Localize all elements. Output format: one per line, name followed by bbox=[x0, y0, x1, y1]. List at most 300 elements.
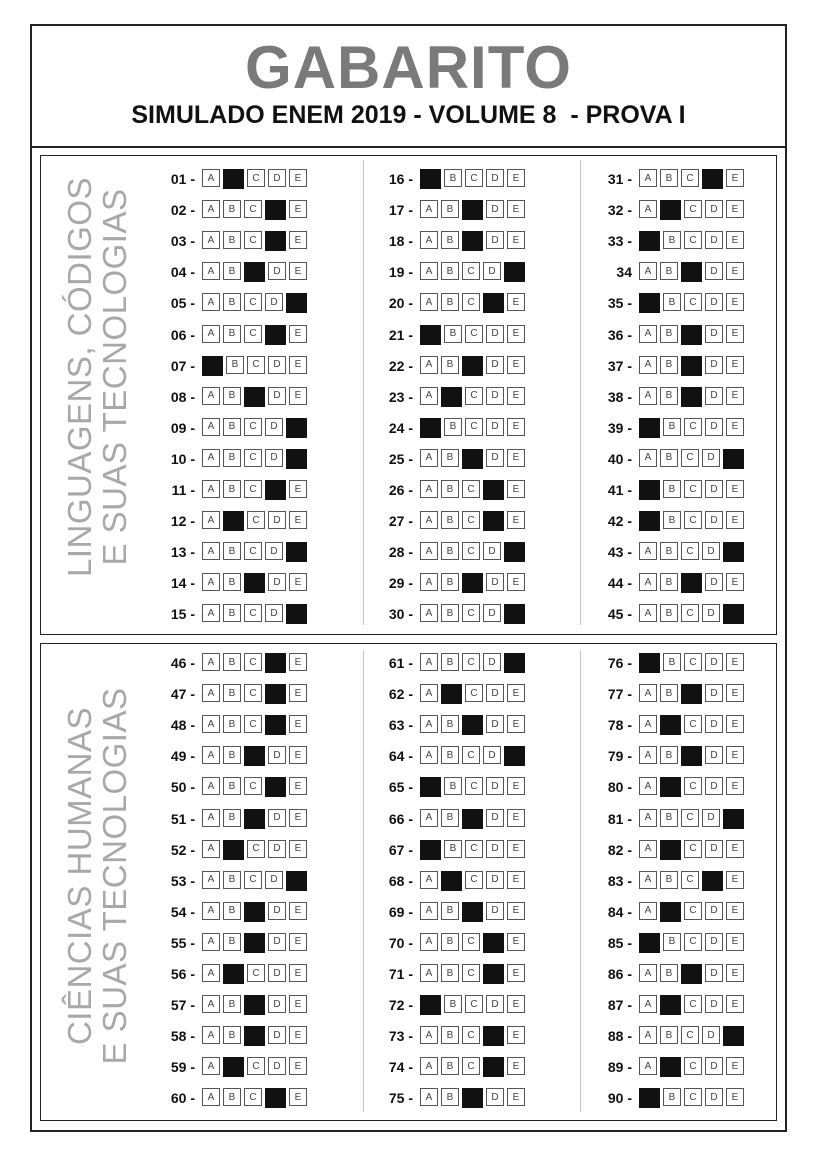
question-number: 61 - bbox=[388, 655, 413, 671]
answer-bubble: C bbox=[684, 1088, 702, 1106]
answer-bubble: A bbox=[420, 809, 438, 827]
answer-bubble: C bbox=[684, 293, 702, 311]
answer-options bbox=[639, 684, 744, 704]
answer-options bbox=[639, 1088, 744, 1108]
answer-bubble: B bbox=[441, 604, 459, 622]
question-number: 15 - bbox=[170, 606, 195, 623]
question-number: 85 - bbox=[607, 934, 632, 951]
answer-bubble: B bbox=[441, 293, 459, 311]
answer-bubble: B bbox=[441, 1088, 459, 1106]
answer-bubble: B bbox=[441, 964, 459, 982]
question-row bbox=[592, 809, 744, 829]
answer-options bbox=[202, 964, 307, 984]
answer-options bbox=[202, 293, 307, 313]
answer-options bbox=[202, 604, 307, 624]
question-row bbox=[592, 511, 744, 531]
answer-bubble: D bbox=[702, 542, 720, 560]
answer-bubble: B bbox=[660, 684, 678, 702]
question-number: 47 - bbox=[170, 686, 195, 703]
answer-bubble: D bbox=[483, 262, 501, 280]
answer-bubble-filled bbox=[420, 418, 441, 438]
answer-bubble: A bbox=[420, 964, 438, 982]
answer-bubble: C bbox=[462, 746, 480, 764]
answer-bubble-filled bbox=[420, 169, 441, 189]
answer-bubble: D bbox=[486, 777, 504, 795]
answer-bubble-filled bbox=[483, 933, 504, 953]
question-number: 80 - bbox=[607, 779, 632, 796]
answer-bubble-filled bbox=[681, 684, 702, 704]
answer-bubble: A bbox=[420, 653, 438, 671]
section-label-line: CIÊNCIAS HUMANAS bbox=[61, 706, 98, 1046]
answer-bubble-filled bbox=[286, 449, 307, 469]
answer-bubble: D bbox=[486, 902, 504, 920]
answer-bubble: B bbox=[223, 1088, 241, 1106]
answer-bubble: A bbox=[420, 231, 438, 249]
question-row bbox=[373, 200, 525, 220]
question-number: 74 - bbox=[388, 1059, 413, 1076]
answer-bubble: A bbox=[420, 293, 438, 311]
answer-bubble: E bbox=[507, 1088, 525, 1106]
question-row bbox=[592, 777, 744, 797]
answer-bubble: E bbox=[726, 995, 744, 1013]
answer-bubble: C bbox=[681, 871, 699, 889]
answer-bubble: A bbox=[639, 964, 657, 982]
answer-options bbox=[420, 356, 525, 376]
answer-bubble-filled bbox=[504, 542, 525, 562]
answer-bubble: E bbox=[289, 480, 307, 498]
answer-bubble: B bbox=[223, 809, 241, 827]
answer-bubble: C bbox=[681, 169, 699, 187]
answer-options bbox=[420, 995, 525, 1015]
answer-bubble: C bbox=[462, 604, 480, 622]
question-row bbox=[373, 231, 525, 251]
answer-bubble: E bbox=[726, 200, 744, 218]
question-row bbox=[373, 511, 525, 531]
question-number: 76 - bbox=[607, 655, 632, 671]
answer-options bbox=[420, 604, 525, 624]
question-row bbox=[155, 840, 307, 860]
answer-bubble-filled bbox=[681, 746, 702, 766]
answer-bubble-filled bbox=[681, 387, 702, 407]
answer-bubble: D bbox=[268, 169, 286, 187]
question-row bbox=[592, 542, 744, 562]
answer-bubble-filled bbox=[462, 449, 483, 469]
question-row bbox=[373, 356, 525, 376]
answer-bubble: C bbox=[684, 777, 702, 795]
answer-bubble-filled bbox=[462, 356, 483, 376]
answer-options bbox=[202, 995, 307, 1015]
question-row bbox=[155, 387, 307, 407]
answer-bubble: A bbox=[420, 1088, 438, 1106]
answer-bubble-filled bbox=[286, 418, 307, 438]
answer-bubble: A bbox=[420, 604, 438, 622]
answer-bubble: D bbox=[705, 293, 723, 311]
question-number: 35 - bbox=[607, 295, 632, 312]
answer-bubble: D bbox=[486, 840, 504, 858]
answer-bubble: B bbox=[223, 995, 241, 1013]
answer-bubble: D bbox=[705, 1088, 723, 1106]
question-row bbox=[155, 871, 307, 891]
answer-bubble: A bbox=[639, 715, 657, 733]
answer-bubble: A bbox=[202, 653, 220, 671]
answer-options bbox=[639, 715, 744, 735]
answer-bubble-filled bbox=[244, 573, 265, 593]
answer-bubble: D bbox=[486, 871, 504, 889]
answer-bubble-filled bbox=[462, 231, 483, 251]
answer-bubble-filled bbox=[202, 356, 223, 376]
answer-bubble-filled bbox=[639, 418, 660, 438]
question-number: 49 - bbox=[170, 748, 195, 765]
question-row bbox=[373, 325, 525, 345]
question-row bbox=[155, 995, 307, 1015]
answer-bubble: D bbox=[705, 262, 723, 280]
answer-bubble: B bbox=[660, 1026, 678, 1044]
answer-options bbox=[639, 231, 744, 251]
answer-bubble: D bbox=[705, 964, 723, 982]
answer-options bbox=[639, 809, 744, 829]
section-label-line: E SUAS TECNOLOGIAS bbox=[96, 687, 133, 1065]
answer-bubble: C bbox=[684, 995, 702, 1013]
question-number: 83 - bbox=[607, 872, 632, 889]
question-row bbox=[155, 809, 307, 829]
answer-bubble: E bbox=[726, 840, 744, 858]
answer-bubble-filled bbox=[702, 871, 723, 891]
question-number: 31 - bbox=[607, 171, 632, 187]
answer-bubble: A bbox=[420, 1026, 438, 1044]
answer-bubble: A bbox=[639, 995, 657, 1013]
answer-bubble: E bbox=[507, 573, 525, 591]
answer-bubble: E bbox=[507, 964, 525, 982]
answer-bubble: E bbox=[507, 169, 525, 187]
question-number: 33 - bbox=[607, 233, 632, 250]
answer-bubble: D bbox=[705, 418, 723, 436]
answer-bubble: C bbox=[462, 262, 480, 280]
question-row bbox=[155, 325, 307, 345]
answer-bubble: C bbox=[681, 542, 699, 560]
question-row bbox=[155, 604, 307, 624]
answer-bubble: C bbox=[462, 933, 480, 951]
answer-bubble: D bbox=[265, 604, 283, 622]
question-number: 60 - bbox=[170, 1090, 195, 1107]
answer-bubble: A bbox=[639, 169, 657, 187]
question-row bbox=[592, 933, 744, 953]
answer-bubble: D bbox=[705, 573, 723, 591]
question-row bbox=[592, 200, 744, 220]
question-row bbox=[592, 746, 744, 766]
answer-bubble-filled bbox=[681, 325, 702, 345]
answer-bubble-filled bbox=[504, 746, 525, 766]
answer-bubble: D bbox=[268, 356, 286, 374]
question-number: 18 - bbox=[388, 233, 413, 250]
question-number: 04 - bbox=[170, 264, 195, 281]
answer-bubble: A bbox=[202, 715, 220, 733]
answer-options bbox=[202, 169, 307, 189]
answer-bubble: B bbox=[660, 964, 678, 982]
answer-bubble: A bbox=[639, 746, 657, 764]
question-number: 79 - bbox=[607, 748, 632, 765]
answer-bubble: E bbox=[507, 231, 525, 249]
answer-bubble: C bbox=[465, 325, 483, 343]
answer-bubble: D bbox=[483, 604, 501, 622]
answer-options bbox=[639, 542, 744, 562]
answer-bubble: A bbox=[202, 293, 220, 311]
answer-bubble: A bbox=[202, 1057, 220, 1075]
answer-bubble: E bbox=[507, 684, 525, 702]
answer-bubble-filled bbox=[223, 1057, 244, 1077]
question-number: 70 - bbox=[388, 934, 413, 951]
answer-bubble: E bbox=[726, 777, 744, 795]
answer-options bbox=[639, 746, 744, 766]
answer-bubble: B bbox=[441, 573, 459, 591]
question-row bbox=[155, 1057, 307, 1077]
answer-options bbox=[420, 200, 525, 220]
answer-bubble: A bbox=[202, 169, 220, 187]
answer-bubble: B bbox=[223, 542, 241, 560]
question-row bbox=[592, 387, 744, 407]
answer-bubble: B bbox=[226, 356, 244, 374]
question-number: 82 - bbox=[607, 841, 632, 858]
answer-bubble: B bbox=[223, 653, 241, 671]
answer-bubble: C bbox=[244, 715, 262, 733]
answer-bubble: D bbox=[486, 325, 504, 343]
answer-bubble: C bbox=[684, 933, 702, 951]
answer-options bbox=[202, 387, 307, 407]
answer-bubble-filled bbox=[265, 231, 286, 251]
answer-bubble: D bbox=[268, 387, 286, 405]
answer-bubble: D bbox=[268, 262, 286, 280]
answer-bubble: C bbox=[462, 511, 480, 529]
answer-bubble-filled bbox=[223, 511, 244, 531]
answer-bubble: B bbox=[441, 231, 459, 249]
answer-bubble-filled bbox=[504, 653, 525, 673]
answer-options bbox=[420, 871, 525, 891]
question-row bbox=[373, 480, 525, 500]
answer-bubble: A bbox=[639, 777, 657, 795]
answer-bubble: B bbox=[441, 933, 459, 951]
question-row bbox=[592, 840, 744, 860]
question-row bbox=[155, 1026, 307, 1046]
answer-bubble: B bbox=[660, 604, 678, 622]
answer-bubble: C bbox=[684, 715, 702, 733]
question-number: 12 - bbox=[170, 513, 195, 530]
question-number: 58 - bbox=[170, 1028, 195, 1045]
answer-bubble-filled bbox=[441, 871, 462, 891]
answer-options bbox=[639, 169, 744, 189]
answer-bubble: C bbox=[684, 653, 702, 671]
question-row bbox=[373, 995, 525, 1015]
answer-options bbox=[420, 809, 525, 829]
answer-bubble: B bbox=[441, 511, 459, 529]
answer-bubble: E bbox=[289, 262, 307, 280]
answer-options bbox=[202, 1057, 307, 1077]
answer-bubble: E bbox=[507, 1057, 525, 1075]
answer-bubble: B bbox=[663, 231, 681, 249]
answer-bubble: B bbox=[223, 262, 241, 280]
answer-bubble-filled bbox=[504, 262, 525, 282]
answer-bubble: E bbox=[289, 1088, 307, 1106]
answer-bubble: D bbox=[486, 684, 504, 702]
answer-options bbox=[420, 964, 525, 984]
answer-options bbox=[639, 902, 744, 922]
answer-bubble-filled bbox=[265, 1088, 286, 1108]
question-number: 86 - bbox=[607, 966, 632, 982]
column-divider bbox=[580, 160, 581, 625]
answer-bubble: B bbox=[660, 449, 678, 467]
answer-options bbox=[420, 1057, 525, 1077]
answer-bubble: C bbox=[244, 1088, 262, 1106]
answer-bubble: C bbox=[465, 995, 483, 1013]
question-number: 01 - bbox=[170, 171, 195, 187]
answer-bubble: D bbox=[486, 418, 504, 436]
answer-bubble: C bbox=[247, 964, 265, 982]
answer-bubble: D bbox=[486, 573, 504, 591]
answer-bubble: D bbox=[268, 840, 286, 858]
answer-bubble-filled bbox=[462, 809, 483, 829]
question-row bbox=[592, 573, 744, 593]
answer-bubble: A bbox=[639, 871, 657, 889]
answer-bubble: C bbox=[244, 449, 262, 467]
answer-bubble: C bbox=[244, 200, 262, 218]
answer-options bbox=[420, 777, 525, 797]
answer-bubble: D bbox=[705, 1057, 723, 1075]
answer-bubble: B bbox=[223, 777, 241, 795]
question-row bbox=[155, 231, 307, 251]
answer-options bbox=[420, 449, 525, 469]
answer-bubble: E bbox=[726, 418, 744, 436]
question-number: 72 - bbox=[388, 997, 413, 1014]
question-number: 21 - bbox=[388, 326, 413, 343]
answer-bubble: C bbox=[244, 871, 262, 889]
question-number: 45 - bbox=[607, 606, 632, 623]
answer-bubble: B bbox=[660, 573, 678, 591]
answer-bubble-filled bbox=[639, 480, 660, 500]
answer-bubble: D bbox=[705, 933, 723, 951]
answer-bubble: C bbox=[465, 871, 483, 889]
answer-bubble: C bbox=[247, 1057, 265, 1075]
answer-bubble-filled bbox=[223, 169, 244, 189]
answer-options bbox=[420, 480, 525, 500]
answer-bubble: A bbox=[202, 1088, 220, 1106]
answer-options bbox=[202, 200, 307, 220]
answer-bubble: A bbox=[639, 604, 657, 622]
answer-bubble: E bbox=[507, 777, 525, 795]
answer-bubble: D bbox=[705, 995, 723, 1013]
answer-options bbox=[202, 653, 307, 673]
answer-bubble: C bbox=[465, 777, 483, 795]
answer-bubble: C bbox=[247, 511, 265, 529]
answer-bubble: D bbox=[268, 933, 286, 951]
answer-bubble-filled bbox=[702, 169, 723, 189]
question-row bbox=[373, 653, 525, 673]
question-row bbox=[155, 449, 307, 469]
question-number: 59 - bbox=[170, 1059, 195, 1076]
question-number: 64 - bbox=[388, 748, 413, 765]
answer-bubble-filled bbox=[660, 200, 681, 220]
question-number: 87 - bbox=[607, 997, 632, 1014]
answer-options bbox=[202, 1088, 307, 1108]
question-row bbox=[155, 715, 307, 735]
answer-bubble-filled bbox=[223, 964, 244, 984]
answer-bubble: A bbox=[420, 871, 438, 889]
answer-options bbox=[202, 1026, 307, 1046]
answer-bubble-filled bbox=[420, 777, 441, 797]
answer-bubble: B bbox=[444, 325, 462, 343]
answer-bubble: B bbox=[663, 480, 681, 498]
answer-bubble: D bbox=[486, 715, 504, 733]
answer-bubble: E bbox=[289, 964, 307, 982]
answer-options bbox=[639, 356, 744, 376]
answer-bubble: A bbox=[420, 902, 438, 920]
answer-bubble: A bbox=[639, 684, 657, 702]
answer-bubble-filled bbox=[244, 387, 265, 407]
question-row bbox=[592, 653, 744, 673]
question-row bbox=[373, 1088, 525, 1108]
answer-bubble: A bbox=[202, 542, 220, 560]
answer-options bbox=[420, 1026, 525, 1046]
answer-bubble: E bbox=[726, 511, 744, 529]
answer-bubble-filled bbox=[244, 809, 265, 829]
answer-options bbox=[202, 871, 307, 891]
answer-bubble-filled bbox=[639, 933, 660, 953]
answer-bubble: C bbox=[462, 964, 480, 982]
answer-bubble: C bbox=[244, 293, 262, 311]
question-number: 46 - bbox=[170, 655, 195, 671]
answer-bubble: D bbox=[483, 653, 501, 671]
header bbox=[32, 26, 785, 148]
answer-bubble: E bbox=[726, 964, 744, 982]
question-number: 06 - bbox=[170, 326, 195, 343]
question-number: 66 - bbox=[388, 810, 413, 827]
answer-bubble-filled bbox=[265, 200, 286, 220]
answer-bubble-filled bbox=[286, 871, 307, 891]
answer-bubble: B bbox=[444, 840, 462, 858]
answer-bubble-filled bbox=[639, 511, 660, 531]
answer-bubble: E bbox=[507, 200, 525, 218]
answer-bubble: B bbox=[441, 746, 459, 764]
answer-bubble: D bbox=[705, 356, 723, 374]
answer-bubble: D bbox=[702, 604, 720, 622]
question-row bbox=[592, 480, 744, 500]
answer-bubble: A bbox=[202, 511, 220, 529]
question-row bbox=[373, 933, 525, 953]
answer-bubble: A bbox=[639, 840, 657, 858]
question-number: 19 - bbox=[388, 264, 413, 281]
answer-bubble-filled bbox=[483, 480, 504, 500]
question-number: 69 - bbox=[388, 903, 413, 920]
answer-bubble: A bbox=[639, 809, 657, 827]
answer-bubble: D bbox=[702, 1026, 720, 1044]
answer-bubble: A bbox=[639, 1026, 657, 1044]
answer-bubble: E bbox=[726, 480, 744, 498]
question-row bbox=[373, 262, 525, 282]
answer-bubble: E bbox=[726, 746, 744, 764]
answer-bubble: E bbox=[289, 169, 307, 187]
answer-bubble: E bbox=[507, 356, 525, 374]
question-number: 42 - bbox=[607, 513, 632, 530]
answer-options bbox=[202, 262, 307, 282]
answer-bubble: A bbox=[202, 418, 220, 436]
answer-bubble: C bbox=[462, 653, 480, 671]
answer-bubble: D bbox=[705, 200, 723, 218]
answer-bubble: D bbox=[486, 356, 504, 374]
question-number: 48 - bbox=[170, 717, 195, 734]
answer-bubble: A bbox=[420, 480, 438, 498]
answer-bubble: E bbox=[507, 715, 525, 733]
answer-bubble-filled bbox=[420, 325, 441, 345]
answer-bubble: C bbox=[462, 542, 480, 560]
answer-bubble: E bbox=[726, 356, 744, 374]
answer-bubble: E bbox=[289, 746, 307, 764]
